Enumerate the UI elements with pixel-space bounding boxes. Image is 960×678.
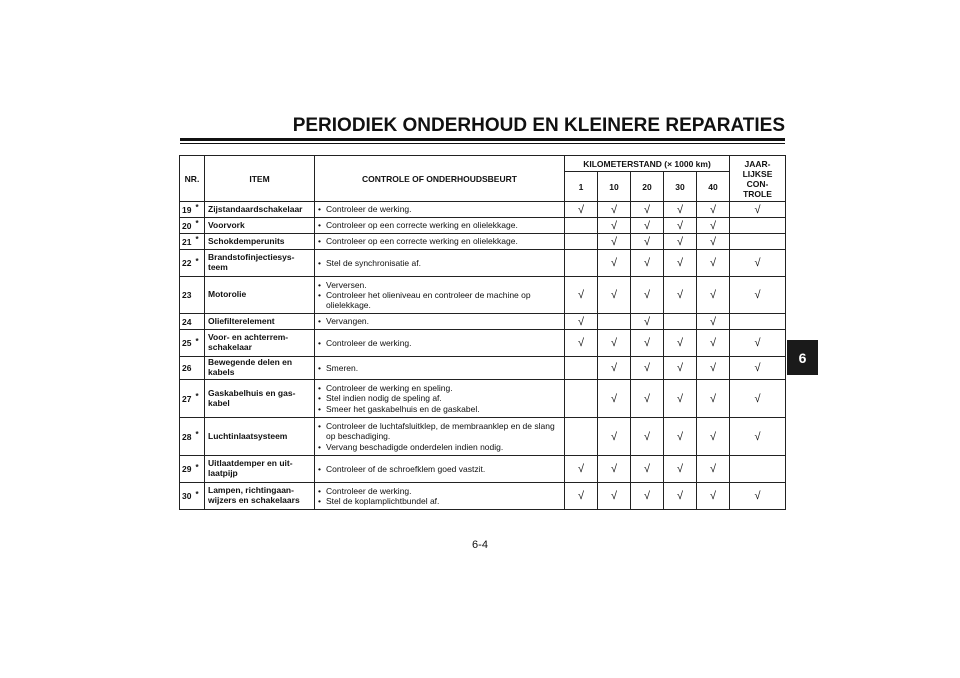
check-mark-icon: √ <box>643 337 651 349</box>
item-name: Brandstofinjectiesys-teem <box>205 250 315 277</box>
check-mark-icon: √ <box>754 337 761 349</box>
check-cell-km-1 <box>565 202 598 218</box>
check-cell-km-10 <box>598 483 631 510</box>
check-mark-icon: √ <box>577 289 585 301</box>
row-number: 19 <box>182 204 192 215</box>
control-step: • Smeer het gaskabelhuis en de gaskabel. <box>318 404 561 414</box>
check-cell-km-1 <box>565 456 598 483</box>
check-mark-icon: √ <box>754 289 761 301</box>
table-body <box>180 202 786 510</box>
check-mark-icon: √ <box>676 235 684 248</box>
check-cell-km-10 <box>598 357 631 380</box>
row-number: 20 <box>182 220 192 231</box>
check-mark-icon: √ <box>709 430 717 443</box>
item-name: Bewegende delen en kabels <box>205 357 315 380</box>
control-step: • Vervangen. <box>318 316 561 326</box>
check-mark-icon: √ <box>709 235 717 248</box>
check-cell-km-10 <box>598 202 631 218</box>
item-name: Lampen, richtingaan-wijzers en schakelaars <box>205 483 315 510</box>
item-name: Motorolie <box>205 277 315 314</box>
control-step: • Stel indien nodig de speling af. <box>318 393 561 403</box>
dealer-service-asterisk: * <box>195 336 199 346</box>
check-cell-km-1 <box>565 418 598 456</box>
row-number-cell <box>180 314 205 330</box>
check-cell-km-20 <box>631 456 664 483</box>
control-step: • Vervang beschadigde onderdelen indien nodig. <box>318 442 561 452</box>
check-cell-km-20 <box>631 330 664 357</box>
check-mark-icon: √ <box>577 315 585 328</box>
check-cell-km-30 <box>664 357 697 380</box>
check-mark-icon: √ <box>709 362 717 374</box>
row-number: 27 <box>182 393 192 404</box>
check-mark-icon: √ <box>610 219 618 232</box>
check-cell-km-1 <box>565 234 598 250</box>
check-cell-km-20 <box>631 418 664 456</box>
check-cell-km-30 <box>664 418 697 456</box>
table-row <box>180 418 786 456</box>
check-cell-yearly <box>730 218 786 234</box>
check-mark-icon: √ <box>709 289 717 301</box>
table-row <box>180 277 786 314</box>
control-step: • Controleer de werking. <box>318 338 561 348</box>
dealer-service-asterisk: * <box>195 256 199 266</box>
check-cell-yearly <box>730 234 786 250</box>
dealer-service-asterisk: * <box>195 235 199 244</box>
check-mark-icon: √ <box>610 430 618 443</box>
dealer-service-asterisk: * <box>195 462 199 472</box>
check-mark-icon: √ <box>676 430 684 443</box>
check-cell-km-30 <box>664 330 697 357</box>
check-mark-icon: √ <box>643 235 651 248</box>
item-name: Uitlaatdemper en uit-laatpijp <box>205 456 315 483</box>
row-number: 29 <box>182 464 192 474</box>
check-cell-km-1 <box>565 277 598 314</box>
check-cell-km-1 <box>565 250 598 277</box>
title-rule-thin <box>180 143 785 144</box>
check-mark-icon: √ <box>643 463 651 475</box>
check-cell-km-40 <box>697 314 730 330</box>
check-mark-icon: √ <box>754 490 761 502</box>
check-mark-icon: √ <box>610 463 618 475</box>
header-yearly: JAAR-LIJKSE CON-TROLE <box>730 156 786 202</box>
table-row <box>180 202 786 218</box>
row-number: 28 <box>182 431 192 442</box>
check-cell-yearly <box>730 250 786 277</box>
row-number-cell <box>180 483 205 510</box>
check-mark-icon: √ <box>610 203 618 216</box>
check-mark-icon: √ <box>610 289 618 301</box>
check-cell-km-1 <box>565 483 598 510</box>
check-cell-yearly <box>730 380 786 418</box>
check-cell-km-10 <box>598 250 631 277</box>
row-number-cell <box>180 277 205 314</box>
control-step: • Smeren. <box>318 363 561 373</box>
check-cell-yearly <box>730 277 786 314</box>
check-mark-icon: √ <box>709 490 717 502</box>
table-row <box>180 330 786 357</box>
check-cell-km-1 <box>565 314 598 330</box>
check-cell-km-30 <box>664 314 697 330</box>
check-mark-icon: √ <box>643 219 651 232</box>
title-rule-thick <box>180 138 785 141</box>
check-mark-icon: √ <box>754 392 761 405</box>
control-cell <box>315 380 565 418</box>
header-km-20: 20 <box>631 172 664 202</box>
check-cell-km-40 <box>697 380 730 418</box>
check-mark-icon: √ <box>610 257 618 269</box>
check-mark-icon: √ <box>676 337 684 349</box>
check-cell-km-1 <box>565 357 598 380</box>
check-cell-yearly <box>730 357 786 380</box>
table-row <box>180 234 786 250</box>
check-mark-icon: √ <box>577 203 585 216</box>
row-number-cell <box>180 330 205 357</box>
dealer-service-asterisk: * <box>195 203 199 212</box>
check-mark-icon: √ <box>676 219 684 232</box>
row-number: 26 <box>182 363 192 373</box>
row-number-cell <box>180 380 205 418</box>
check-mark-icon: √ <box>754 430 761 443</box>
control-cell <box>315 418 565 456</box>
check-cell-km-20 <box>631 380 664 418</box>
chapter-tab: 6 <box>787 340 818 375</box>
check-cell-km-30 <box>664 456 697 483</box>
check-mark-icon: √ <box>577 337 585 349</box>
check-cell-km-20 <box>631 250 664 277</box>
table-row <box>180 357 786 380</box>
check-cell-km-40 <box>697 234 730 250</box>
check-mark-icon: √ <box>676 257 684 269</box>
check-mark-icon: √ <box>709 257 717 269</box>
check-cell-km-30 <box>664 234 697 250</box>
check-mark-icon: √ <box>610 235 618 248</box>
row-number-cell <box>180 218 205 234</box>
check-cell-yearly <box>730 314 786 330</box>
check-cell-km-20 <box>631 218 664 234</box>
control-step: • Controleer de werking en speling. <box>318 383 561 393</box>
maintenance-table <box>179 155 786 510</box>
check-mark-icon: √ <box>643 315 651 328</box>
check-cell-km-40 <box>697 250 730 277</box>
header-km-group: KILOMETERSTAND (× 1000 km) <box>565 156 730 172</box>
check-cell-km-10 <box>598 330 631 357</box>
check-mark-icon: √ <box>709 463 717 475</box>
table-row <box>180 456 786 483</box>
item-name: Oliefilterelement <box>205 314 315 330</box>
item-name: Luchtinlaatsysteem <box>205 418 315 456</box>
check-mark-icon: √ <box>676 490 684 502</box>
check-cell-km-10 <box>598 418 631 456</box>
check-cell-km-10 <box>598 218 631 234</box>
check-cell-km-40 <box>697 357 730 380</box>
control-cell <box>315 330 565 357</box>
control-step: • Controleer op een correcte werking en olielekkage. <box>318 220 561 230</box>
row-number-cell <box>180 357 205 380</box>
check-mark-icon: √ <box>676 362 684 374</box>
page-title: PERIODIEK ONDERHOUD EN KLEINERE REPARATIES <box>292 115 785 136</box>
row-number: 23 <box>182 290 192 300</box>
check-cell-km-20 <box>631 202 664 218</box>
check-cell-km-40 <box>697 456 730 483</box>
check-cell-km-40 <box>697 218 730 234</box>
header-control: CONTROLE OF ONDERHOUDSBEURT <box>315 156 565 202</box>
check-mark-icon: √ <box>610 337 618 349</box>
header-nr: NR. <box>180 156 205 202</box>
check-cell-km-40 <box>697 202 730 218</box>
check-cell-km-30 <box>664 202 697 218</box>
check-cell-km-10 <box>598 456 631 483</box>
check-mark-icon: √ <box>643 490 651 502</box>
row-number-cell <box>180 456 205 483</box>
check-cell-km-1 <box>565 380 598 418</box>
control-cell <box>315 277 565 314</box>
control-cell <box>315 234 565 250</box>
control-step: • Verversen. <box>318 280 561 290</box>
control-step: • Controleer de luchtafsluitklep, de membraanklep en de slang op beschadiging. <box>318 421 561 441</box>
control-cell <box>315 456 565 483</box>
header-item: ITEM <box>205 156 315 202</box>
check-cell-km-20 <box>631 357 664 380</box>
row-number: 25 <box>182 338 192 348</box>
check-cell-km-20 <box>631 314 664 330</box>
check-mark-icon: √ <box>610 490 618 502</box>
table-row <box>180 314 786 330</box>
check-mark-icon: √ <box>676 203 684 216</box>
control-step: • Stel de koplamplichtbundel af. <box>318 496 561 506</box>
control-cell <box>315 314 565 330</box>
row-number: 30 <box>182 491 192 501</box>
row-number-cell <box>180 418 205 456</box>
check-mark-icon: √ <box>709 392 717 405</box>
table-row <box>180 250 786 277</box>
check-cell-km-20 <box>631 277 664 314</box>
check-mark-icon: √ <box>754 362 761 374</box>
check-cell-km-1 <box>565 330 598 357</box>
table-row <box>180 483 786 510</box>
check-cell-yearly <box>730 330 786 357</box>
row-number: 22 <box>182 258 192 268</box>
check-cell-km-10 <box>598 277 631 314</box>
row-number-cell <box>180 250 205 277</box>
check-cell-km-40 <box>697 483 730 510</box>
item-name: Voor- en achterrem-schakelaar <box>205 330 315 357</box>
table-row <box>180 380 786 418</box>
check-mark-icon: √ <box>709 219 717 232</box>
check-cell-km-10 <box>598 380 631 418</box>
item-name: Voorvork <box>205 218 315 234</box>
check-cell-km-30 <box>664 277 697 314</box>
row-number-cell <box>180 234 205 250</box>
control-step: • Controleer of de schroefklem goed vastzit. <box>318 464 561 474</box>
check-mark-icon: √ <box>754 203 761 216</box>
row-number: 24 <box>182 316 192 327</box>
control-cell <box>315 250 565 277</box>
check-cell-km-30 <box>664 483 697 510</box>
control-cell <box>315 218 565 234</box>
control-step: • Controleer op een correcte werking en olielekkage. <box>318 236 561 246</box>
check-mark-icon: √ <box>676 289 684 301</box>
table-header <box>180 156 786 202</box>
check-cell-km-40 <box>697 277 730 314</box>
row-number-cell <box>180 202 205 218</box>
page-number: 6-4 <box>472 539 488 551</box>
check-cell-yearly <box>730 456 786 483</box>
check-mark-icon: √ <box>577 490 585 502</box>
check-mark-icon: √ <box>643 430 651 443</box>
table-row <box>180 218 786 234</box>
header-km-30: 30 <box>664 172 697 202</box>
control-cell <box>315 357 565 380</box>
check-mark-icon: √ <box>643 362 651 374</box>
check-cell-km-10 <box>598 314 631 330</box>
control-step: • Controleer de werking. <box>318 204 561 214</box>
check-cell-km-30 <box>664 218 697 234</box>
check-mark-icon: √ <box>610 392 618 405</box>
dealer-service-asterisk: * <box>195 430 199 439</box>
check-cell-km-40 <box>697 330 730 357</box>
check-mark-icon: √ <box>577 463 585 475</box>
check-mark-icon: √ <box>709 203 717 216</box>
check-cell-km-20 <box>631 234 664 250</box>
check-mark-icon: √ <box>709 337 717 349</box>
row-number: 21 <box>182 236 192 247</box>
item-name: Gaskabelhuis en gas-kabel <box>205 380 315 418</box>
check-mark-icon: √ <box>610 362 618 374</box>
check-cell-km-20 <box>631 483 664 510</box>
check-cell-km-1 <box>565 218 598 234</box>
check-mark-icon: √ <box>709 315 717 328</box>
check-mark-icon: √ <box>643 392 651 405</box>
dealer-service-asterisk: * <box>195 489 199 499</box>
check-mark-icon: √ <box>643 203 651 216</box>
dealer-service-asterisk: * <box>195 392 199 401</box>
control-step: • Controleer de werking. <box>318 486 561 496</box>
check-cell-km-40 <box>697 418 730 456</box>
check-mark-icon: √ <box>643 289 651 301</box>
check-mark-icon: √ <box>676 392 684 405</box>
check-cell-yearly <box>730 418 786 456</box>
control-cell <box>315 202 565 218</box>
check-mark-icon: √ <box>676 463 684 475</box>
control-step: • Controleer het olieniveau en controleer de machine op olielekkage. <box>318 290 561 310</box>
header-km-40: 40 <box>697 172 730 202</box>
item-name: Zijstandaardschakelaar <box>205 202 315 218</box>
check-mark-icon: √ <box>754 257 761 269</box>
check-cell-yearly <box>730 202 786 218</box>
dealer-service-asterisk: * <box>195 219 199 228</box>
check-cell-km-30 <box>664 250 697 277</box>
check-mark-icon: √ <box>643 257 651 269</box>
check-cell-km-30 <box>664 380 697 418</box>
header-km-10: 10 <box>598 172 631 202</box>
check-cell-km-10 <box>598 234 631 250</box>
control-step: • Stel de synchronisatie af. <box>318 258 561 268</box>
check-cell-yearly <box>730 483 786 510</box>
item-name: Schokdemperunits <box>205 234 315 250</box>
header-km-1: 1 <box>565 172 598 202</box>
control-cell <box>315 483 565 510</box>
